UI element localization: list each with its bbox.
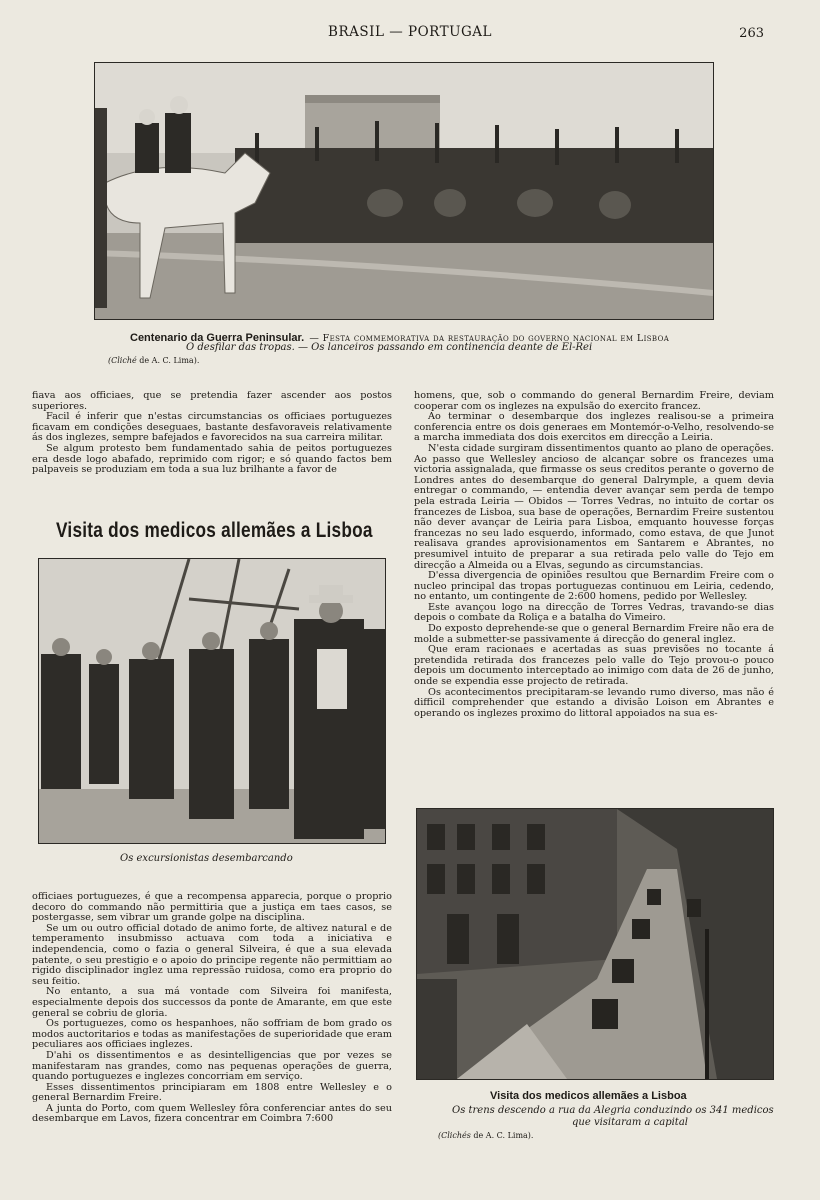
bottom-credit-label: (Clichés	[438, 1131, 471, 1140]
paragraph: No entanto, a sua má vontade com Silveira foi manifesta, especialmente depois dos successos da ponte de Amarante, em que este general se cobriu de gloria.	[32, 986, 392, 1019]
middle-photo-caption: Os excursionistas desembarcando	[120, 853, 293, 864]
page-number: 263	[739, 26, 764, 41]
street-carriages-photo	[416, 808, 774, 1080]
top-credit-label: (Cliché	[108, 356, 137, 365]
paragraph: Se um ou outro official dotado de animo forte, de altivez natural e de temperamento insubmisso actuava com toda a iniciativa e independencia, como o fazia o general Silveira, é que a sua elevada patente, o seu prestigio e o apoio do principe regente não permittiam ao rigido disciplinador inglez uma repressão ruidosa, como era proprio do seu feitio.	[32, 922, 392, 987]
paragraph: D'ahi os dissentimentos e as desintelligencias que por vezes se manifestaram nas grandes, como nas pequenas operações de guerra, quando portuguezes e inglezes concorriam em serviço.	[32, 1049, 392, 1083]
left-column-top	[32, 391, 392, 476]
paragraph: A junta do Porto, com quem Wellesley fôra conferenciar antes do seu desembarque em Lavos, fizera concentrar em Coimbra 7:600	[32, 1102, 392, 1125]
bottom-caption-title: Visita dos medicos allemães a Lisboa	[490, 1090, 687, 1102]
paragraph: D'essa divergencia de opiniões resultou que Bernardim Freire com o nucleo principal das tropas portuguezas continuou em Leiria, cedendo, no entanto, um contingente de 2:600 homens, pedido por Wellesley.	[414, 570, 774, 603]
paragraph: Se algum protesto bem fundamentado sahia de peitos portuguezes era desde logo abafado, reprimido com rigor; e só quando factos bem palpaveis se produziam em toda a sua luz brilhante a favor de	[32, 442, 392, 476]
paragraph: officiaes portuguezes, é que a recompensa apparecia, porque o proprio decoro do commando não permittiria que a justiça em taes casos, se postergasse, sem vibrar um grande golpe na disciplina.	[32, 891, 392, 924]
paragraph: N'esta cidade surgiram dissentimentos quanto ao plano de operações. Ao passo que Wellesley ancioso de alcançar sobre os francezes uma victoria assignalada, que firmasse os seus creditos perante o governo de Londres antes do desembarque do general Dalrymple, a quem devia entregar o commando, — entendia dever avançar sem perda de tempo pela estrada Leiria — Obidos — Torres Vedras, no intuito de cortar os francezes de Lisboa, sua base de operações, Bernardim Freire sustentou não dever avançar de Leiria para Lisboa, emquanto houvesse forças francezas no seu lado esquerdo, informado, como estava, de que Junot realisava grandes aprovisionamentos em Santarem e Abrantes, no presumivel intuito de preparar a sua retirada pelo valle do Tejo em direcção a Almeida ou a Elvas, segundo as circumstancias.	[414, 442, 774, 571]
paragraph: homens, que, sob o commando do general Bernardim Freire, deviam cooperar com os inglezes na expulsão do exercito francez.	[414, 390, 774, 412]
paragraph: Facil é inferir que n'estas circumstancias os officiaes portuguezes ficavam em condições deseguaes, bastante desfavoraveis relativamente ás dos inglezes, sempre bafejados e favorecidos na sua carreira militar.	[32, 411, 392, 444]
right-column	[414, 391, 774, 719]
section-title: Visita dos medicos allemães a Lisboa	[56, 519, 373, 542]
top-credit-name: de A. C. Lima).	[139, 356, 200, 365]
doctors-disembarking-photo	[38, 558, 386, 844]
paragraph: Os portuguezes, como os hespanhoes, não soffriam de bom grado os modos auctoritarios e todas as manifestações de superioridade que eram peculiares aos officiaes inglezes.	[32, 1018, 392, 1051]
paragraph: Este avançou logo na direcção de Torres Vedras, travando-se dias depois o combate da Roliça e a batalha do Vimeiro.	[414, 601, 774, 624]
doctors-disembarking-illustration	[39, 559, 385, 843]
cavalry-parade-illustration	[95, 63, 713, 319]
bottom-photo-credit	[438, 1131, 533, 1140]
top-photo-credit	[108, 356, 199, 365]
paragraph: Que eram racionaes e acertadas as suas previsões no tocante á pretendida retirada dos francezes pelo valle do Tejo provou-o pouco depois um documento interceptado ao inimigo com data de 26 de junho, onde se expendia esse projecto de retirada.	[414, 644, 774, 688]
paragraph: Do exposto deprehende-se que o general Bernardim Freire não era de molde a submetter-se passivamente á direcção do general inglez.	[414, 623, 774, 645]
cavalry-parade-photo	[94, 62, 714, 320]
bottom-caption-line1: Os trens descendo a rua da Alegria conduzindo os 341 medicos	[452, 1105, 774, 1116]
paragraph: Os acontecimentos precipitaram-se levando rumo diverso, mas não é difficil comprehender que estando a divisão Loison em Abrantes e operando os inglezes proximo do littoral appoiados na sua es-	[414, 686, 774, 719]
bottom-caption-line2: que visitaram a capital	[572, 1117, 688, 1128]
page-header: BRASIL — PORTUGAL	[328, 24, 492, 40]
paragraph: Esses dissentimentos principiaram em 1808 entre Wellesley e o general Bernardim Freire.	[32, 1081, 392, 1104]
left-column-bottom	[32, 892, 392, 1125]
top-caption-title: Centenario da Guerra Peninsular.	[130, 332, 305, 344]
street-carriages-illustration	[417, 809, 773, 1079]
paragraph: Ao terminar o desembarque dos inglezes realisou-se a primeira conferencia entre os dois generaes em Montemór-o-Velho, resolvendo-se a marcha immediata dos dois exercitos em direcção a Leiria.	[414, 411, 774, 444]
top-caption-subtitle: — Festa commemorativa da restauração do governo nacional em Lisboa	[309, 333, 670, 344]
paragraph: fiava aos officiaes, que se pretendia fazer ascender aos postos superiores.	[32, 390, 392, 412]
bottom-credit-name: de A. C. Lima).	[473, 1131, 534, 1140]
top-caption-line2: O desfilar das tropas. — Os lanceiros passando em continencia deante de El-Rei	[186, 342, 593, 353]
